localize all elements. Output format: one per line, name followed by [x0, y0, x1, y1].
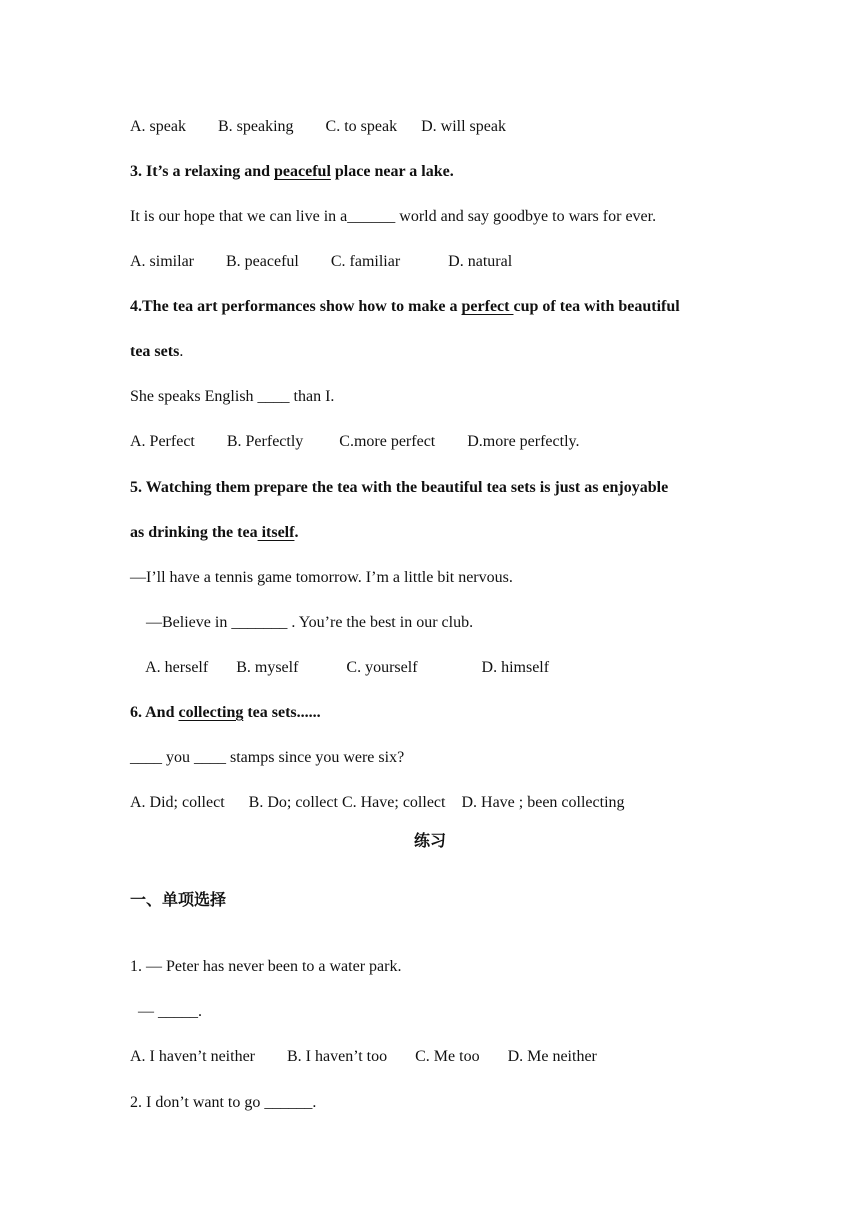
q4-text-post: cup of tea with beautiful	[513, 298, 680, 315]
exercise-sentence-q6: ____ you ____ stamps since you were six?	[130, 749, 405, 766]
question-6	[130, 703, 321, 723]
question-3	[130, 162, 454, 182]
practice-question-1-reply: — _____.	[130, 1003, 202, 1020]
q3-text-pre: 3. It’s a relaxing and	[130, 163, 275, 180]
exercise-sentence-q4: She speaks English ____ than I.	[130, 388, 335, 405]
practice-question-2: 2. I don’t want to go ______.	[130, 1094, 317, 1111]
q3-underlined-word: peaceful	[274, 163, 331, 180]
question-4-line-2	[130, 342, 183, 362]
options-line-q2: A. speak B. speaking C. to speak D. will speak	[130, 118, 506, 135]
q5-underlined-word: itself	[257, 524, 295, 541]
practice-question-1-options: A. I haven’t neither B. I haven’t too C. Me too D. Me neither	[130, 1048, 597, 1065]
options-line-q4: A. Perfect B. Perfectly C.more perfect D.more perfectly.	[130, 433, 580, 450]
q6-text-pre: 6. And	[130, 704, 179, 721]
q5-text-pre: as drinking the tea	[130, 524, 258, 541]
q4-line2-bold: tea sets	[130, 343, 180, 360]
q4-underlined-word: perfect	[461, 298, 514, 315]
options-line-q5: A. herself B. myself C. yourself D. himself	[130, 659, 550, 676]
dialogue-line-2: —Believe in _______ . You’re the best in our club.	[130, 614, 474, 631]
practice-question-1: 1. — Peter has never been to a water park.	[130, 958, 402, 975]
q3-text-post: place near a lake.	[330, 163, 454, 180]
q5-text-post: .	[294, 524, 299, 541]
part-title: 一、单项选择	[130, 890, 227, 909]
options-line-q6: A. Did; collect B. Do; collect C. Have; collect D. Have ; been collecting	[130, 794, 625, 811]
options-line-q3: A. similar B. peaceful C. familiar D. natural	[130, 253, 513, 270]
question-5-line-2	[130, 523, 298, 543]
dialogue-line-1: —I’ll have a tennis game tomorrow. I’m a little bit nervous.	[130, 569, 513, 586]
q6-text-post: tea sets......	[243, 704, 321, 721]
q6-underlined-word: collecting	[178, 704, 244, 721]
question-5-line-1: 5. Watching them prepare the tea with the beautiful tea sets is just as enjoyable	[130, 479, 669, 496]
section-title: 练习	[413, 831, 446, 850]
q4-text-pre: 4.The tea art performances show how to make a	[130, 298, 462, 315]
q4-line2-end: .	[179, 343, 184, 360]
exercise-sentence-q3: It is our hope that we can live in a______ world and say goodbye to wars for ever.	[130, 208, 657, 225]
question-4-line-1	[130, 297, 680, 317]
